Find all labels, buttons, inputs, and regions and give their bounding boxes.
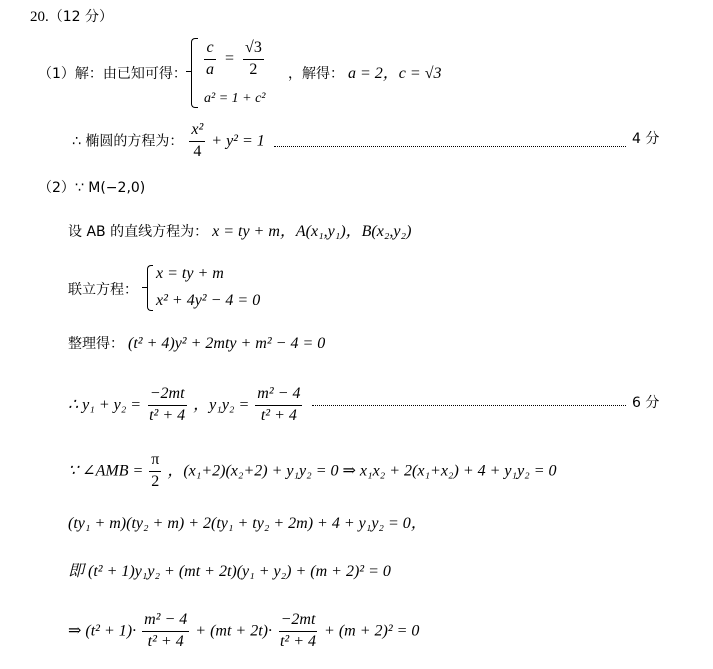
part1-conclusion-prefix: ∴ 椭圆的方程为： [72, 133, 184, 150]
problem-number: 20. [30, 9, 49, 25]
system-label: 联立方程： [68, 282, 138, 298]
angle-num: π [149, 452, 161, 472]
dotted-leader-2 [312, 405, 626, 406]
part1-solve-row [288, 66, 441, 82]
vieta-row [68, 386, 304, 425]
part1-result: a = 2，c = √3 [348, 65, 442, 82]
part2-label [38, 180, 145, 196]
part1-eq1-lhs-num: c [204, 40, 215, 60]
ellipse-rest: + y² = 1 [211, 132, 265, 150]
step3-prefix: ⇒ (t² + 1)· [68, 622, 137, 640]
part1-eq1-rhs-num: √3 [243, 40, 264, 60]
part1-label: （1）解： [38, 66, 103, 82]
part2-label-text: （2）∵ M(−2,0) [38, 180, 146, 196]
part1-conclusion [72, 122, 265, 161]
simplify-row [68, 336, 325, 352]
part1-solve-label: ，解得： [288, 66, 344, 82]
part1-eq2: a² = 1 + c² [204, 91, 266, 106]
step3-frac1-den: t² + 4 [147, 632, 184, 650]
step3-frac1-num: m² − 4 [142, 612, 189, 632]
ellipse-num: x² [189, 122, 205, 142]
part1-brace-tip [186, 71, 191, 72]
angle-rest: ，(x₁+2)(x₂+2) + y₁y₂ = 0 ⇒ x₁x₂ + 2(x₁+x₂) + 4 + y₁y₂ = 0 [167, 462, 557, 480]
system-brace [147, 265, 153, 311]
step2: 即 (t² + 1)y₁y₂ + (mt + 2t)(y₁ + y₂) + (m + 2)² = 0 [68, 563, 391, 580]
vieta-points: 6 分 [632, 395, 660, 411]
part1-eq1-rhs-den: 2 [249, 60, 258, 78]
step3-frac2-num: −2mt [279, 612, 318, 632]
simplify-eq: (t² + 4)y² + 2mty + m² − 4 = 0 [128, 335, 326, 352]
step3-mid: + (mt + 2t)· [195, 622, 272, 640]
part1-label-row [38, 66, 187, 82]
line-setup-eq: x = ty + m，A(x₁,y₁)，B(x₂,y₂) [212, 223, 412, 240]
vieta-sum-den: t² + 4 [149, 406, 186, 424]
step3-row [68, 612, 419, 651]
step3-frac2 [278, 612, 318, 651]
step3-frac2-den: t² + 4 [279, 632, 317, 650]
part1-system-brace [191, 38, 198, 108]
angle-frac [149, 452, 161, 491]
system-eq2: x² + 4y² − 4 = 0 [156, 292, 261, 309]
simplify-label: 整理得： [68, 336, 124, 352]
vieta-sum-frac [147, 386, 187, 425]
part1-eq1-lhs [204, 40, 216, 79]
problem-score: （12 分） [48, 9, 114, 25]
vieta-prod-frac [255, 386, 302, 425]
part2-line-setup [68, 224, 411, 240]
angle-row [68, 452, 557, 491]
vieta-prefix: ∴ y₁ + y₂ = [68, 396, 142, 414]
part1-intro: 由已知可得： [102, 66, 187, 82]
dotted-leader-1 [274, 146, 626, 147]
system-eq1: x = ty + m [156, 265, 224, 282]
ellipse-fraction [189, 122, 205, 161]
vieta-sum-num: −2mt [148, 386, 187, 406]
system-label-row [68, 282, 138, 298]
line-setup-prefix: 设 AB 的直线方程为： [68, 224, 209, 240]
vieta-prod-prefix: ，y₁y₂ = [193, 396, 250, 414]
problem-header [30, 10, 113, 25]
part1-eq1-rhs [243, 40, 264, 79]
part1-points: 4 分 [632, 131, 660, 147]
step3-end: + (m + 2)² = 0 [324, 622, 420, 640]
angle-prefix: ∵ ∠AMB = [68, 462, 144, 480]
angle-den: 2 [151, 472, 160, 490]
vieta-prod-den: t² + 4 [260, 406, 297, 424]
system-brace-tip [142, 287, 147, 288]
ellipse-den: 4 [193, 142, 202, 160]
part1-eq1: $\frac{c}{a}$ = $\frac{√3}{2}$ [206, 39, 262, 78]
part1-eq1-lhs-den: a [206, 60, 214, 78]
step3-frac1 [142, 612, 189, 651]
vieta-prod-num: m² − 4 [255, 386, 302, 406]
step1: (ty₁ + m)(ty₂ + m) + 2(ty₁ + ty₂ + 2m) + 4 + y₁y₂ = 0， [68, 515, 427, 532]
